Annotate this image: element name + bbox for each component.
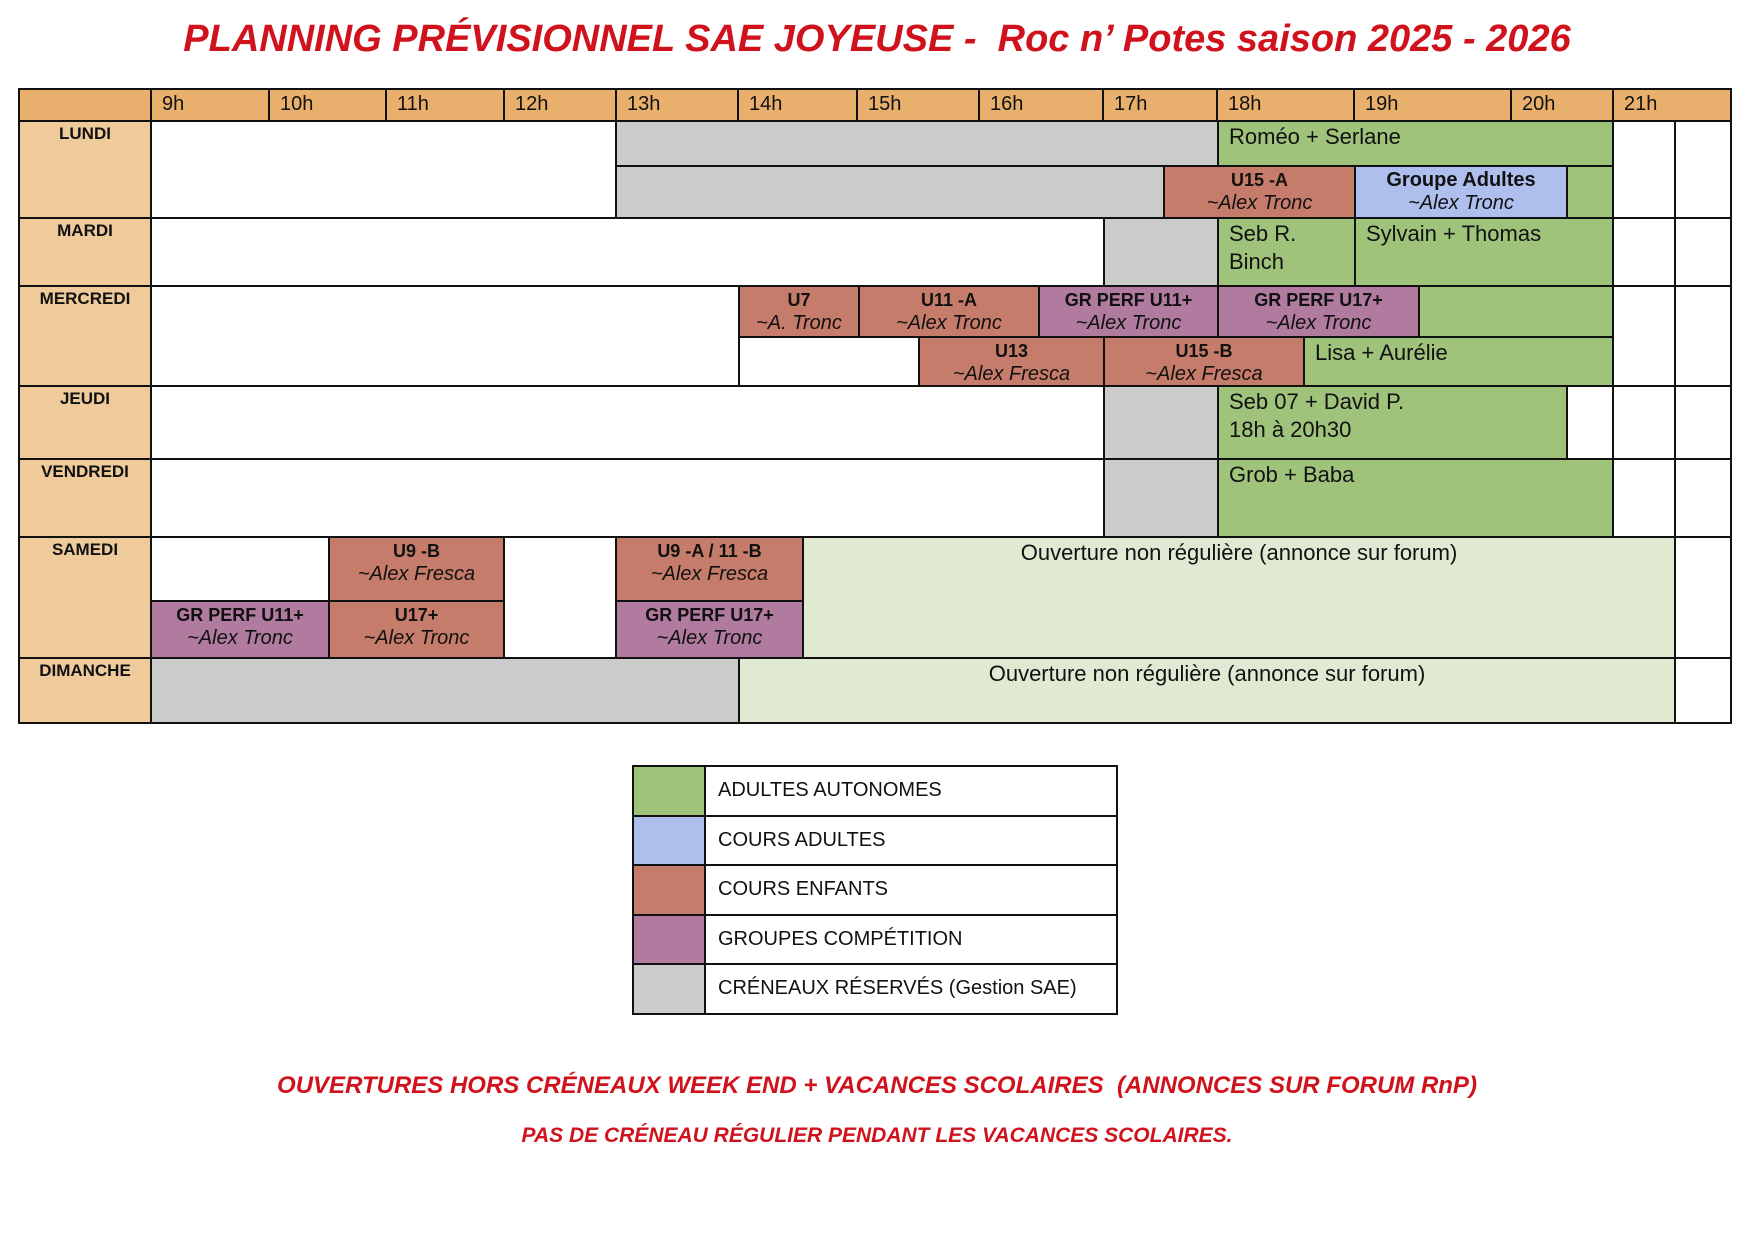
empty-slot [150,120,617,219]
day-label-mercredi: MERCREDI [18,285,152,387]
slot-coach: ~Alex Tronc [1075,312,1182,334]
slot-mardi-seb-binch [1217,217,1356,287]
empty-slot [150,217,1105,287]
samedi-open-note: Ouverture non régulière (annonce sur forum) [802,536,1676,659]
slot-name: Groupe Adultes [1386,169,1536,191]
reserved-slot [150,657,740,724]
legend-swatch-cours-adultes [632,815,706,866]
slot-samedi-u17 [328,600,505,659]
hour-header: 13h [615,88,739,122]
hour-header: 18h [1216,88,1355,122]
reserved-slot [1103,385,1219,460]
legend-swatch-creneaux-reserves [632,963,706,1015]
slot-mercredi-u7 [738,285,860,338]
slot-coach: ~Alex Fresca [357,563,476,585]
day-label-samedi: SAMEDI [18,536,152,659]
slot-coach: ~Alex Tronc [896,312,1002,334]
day-label-vendredi: VENDREDI [18,458,152,538]
empty-slot [150,385,1105,460]
slot-samedi-gr-perf-u11 [150,600,330,659]
hour-header: 11h [385,88,505,122]
slot-samedi-gr-perf-u17 [615,600,804,659]
slot-name: GR PERF U17+ [1254,290,1383,310]
empty-slot [1612,385,1676,460]
empty-slot [1612,217,1676,287]
slot-name: U9 -A / 11 -B [657,541,762,561]
hour-header: 19h [1353,88,1512,122]
empty-slot [1674,217,1732,287]
slot-mercredi-u13 [918,336,1105,387]
legend-swatch-adultes-autonomes [632,765,706,817]
slot-mercredi-u11a [858,285,1040,338]
empty-slot [1612,285,1676,387]
slot-name: GR PERF U11+ [176,605,304,625]
slot-coach: ~Alex Fresca [952,363,1071,385]
slot-coach: ~Alex Tronc [1206,192,1313,214]
slot-mercredi-u15b [1103,336,1305,387]
slot-mercredi-gr-perf-u11 [1038,285,1219,338]
slot-vendredi-grob-baba: Grob + Baba [1217,458,1614,538]
slot-name: U15 -B [1175,341,1233,361]
slot-name: U15 -A [1230,170,1288,190]
day-label-jeudi: JEUDI [18,385,152,460]
empty-slot [150,536,330,602]
legend-label: CRÉNEAUX RÉSERVÉS (Gestion SAE) [704,963,1118,1015]
footer-note-openings: OUVERTURES HORS CRÉNEAUX WEEK END + VACANCES SCOLAIRES (ANNONCES SUR FORUM RnP) [277,1072,1477,1099]
header-corner [18,88,152,122]
slot-name: U13 [994,341,1029,361]
slot-name: U17+ [394,605,439,625]
slot-coach: ~Alex Tronc [363,627,470,649]
legend-label: ADULTES AUTONOMES [704,765,1118,817]
slot-samedi-u9a-11b [615,536,804,602]
slot-lundi-romeo-serlane: Roméo + Serlane [1217,120,1614,167]
empty-slot [738,336,920,387]
slot-jeudi-seb-david [1217,385,1568,460]
page-title: PLANNING PRÉVISIONNEL SAE JOYEUSE - Roc n’ Potes saison 2025 - 2026 [183,18,1571,60]
autonomous-slot [1566,165,1614,219]
slot-coach: ~Alex Tronc [1408,192,1514,214]
slot-coach: ~Alex Tronc [187,627,293,649]
empty-slot [503,536,617,659]
hour-header: 10h [268,88,387,122]
empty-slot [1674,657,1732,724]
dimanche-open-note: Ouverture non régulière (annonce sur forum) [738,657,1676,724]
reserved-slot [1103,458,1219,538]
empty-slot [1674,120,1732,219]
slot-name: U11 -A [920,290,978,310]
hour-header: 14h [737,88,858,122]
slot-coach: ~Alex Tronc [656,627,763,649]
legend-swatch-cours-enfants [632,864,706,916]
slot-line: Seb R. [1229,221,1297,246]
slot-coach: ~Alex Fresca [650,563,769,585]
reserved-slot [615,165,1165,219]
empty-slot [1612,458,1676,538]
empty-slot [1674,385,1732,460]
hour-header: 17h [1102,88,1218,122]
day-label-mardi: MARDI [18,217,152,287]
slot-samedi-u9b [328,536,505,602]
slot-line: Seb 07 + David P. [1229,389,1405,414]
empty-slot [1674,536,1732,659]
slot-coach: ~A. Tronc [756,312,842,334]
reserved-slot [1103,217,1219,287]
hour-header: 20h [1510,88,1614,122]
hour-header: 9h [150,88,270,122]
hour-header: 16h [978,88,1104,122]
hour-header: 21h [1612,88,1732,122]
slot-coach: ~Alex Fresca [1145,363,1263,385]
empty-slot [1566,385,1614,460]
slot-line: 18h à 20h30 [1229,417,1352,442]
autonomous-slot [1418,285,1614,338]
legend-label: GROUPES COMPÉTITION [704,914,1118,965]
empty-slot [1674,285,1732,387]
slot-name: GR PERF U17+ [645,605,774,625]
footer-note-holidays: PAS DE CRÉNEAU RÉGULIER PENDANT LES VACANCES SCOLAIRES. [521,1124,1233,1147]
day-label-dimanche: DIMANCHE [18,657,152,724]
legend-label: COURS ENFANTS [704,864,1118,916]
slot-mardi-sylvain-thomas: Sylvain + Thomas [1354,217,1614,287]
slot-lundi-groupe-adultes [1354,165,1568,219]
slot-coach: ~Alex Tronc [1265,312,1372,334]
hour-header: 12h [503,88,617,122]
empty-slot [1612,120,1676,219]
reserved-slot [615,120,1219,167]
day-label-lundi: LUNDI [18,120,152,219]
empty-slot [150,458,1105,538]
legend-swatch-groupes-competition [632,914,706,965]
slot-name: U9 -B [392,541,440,561]
slot-lundi-u15a [1163,165,1356,219]
empty-slot [1674,458,1732,538]
hour-header: 15h [856,88,980,122]
slot-mercredi-gr-perf-u17 [1217,285,1420,338]
slot-mercredi-lisa-aurelie: Lisa + Aurélie [1303,336,1614,387]
legend-label: COURS ADULTES [704,815,1118,866]
slot-name: GR PERF U11+ [1064,290,1193,310]
slot-line: Binch [1229,249,1285,274]
empty-slot [150,285,740,387]
slot-name: U7 [787,290,811,310]
